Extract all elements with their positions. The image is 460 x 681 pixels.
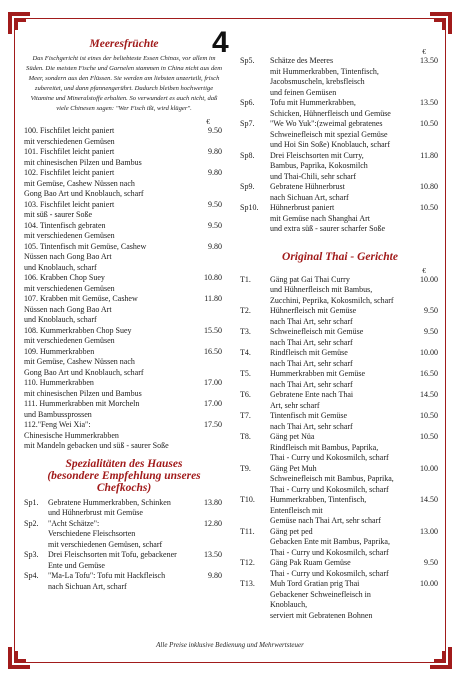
menu-item bbox=[240, 151, 440, 183]
menu-item-description: Schätze des Meeres mit Hummerkrabben, Tintenfisch, Jacobsmuscheln, krebsfleisch und feinen Gemüsen bbox=[270, 56, 379, 97]
menu-item bbox=[24, 347, 224, 379]
menu-item-price: 10.50 bbox=[420, 411, 438, 420]
menu-item-price: 9.80 bbox=[208, 168, 222, 177]
menu-item-description: Rindfleisch mit Gemüse nach Thai Art, sehr scharf bbox=[270, 348, 353, 368]
menu-item-description: Gebratene Hummerkrabben, Schinken und Hühnerbrust mit Gemüse bbox=[48, 497, 171, 517]
seafood-list bbox=[24, 126, 224, 452]
menu-item-description: 102. Fischfilet leicht paniert mit Gemüse, Cashew Nüssen nach Gong Bao Art und Knoblauch, scharf bbox=[24, 168, 144, 198]
menu-item-price: 13.50 bbox=[420, 98, 438, 107]
menu-item-number: T11. bbox=[240, 526, 255, 536]
menu-item-description: "Ma-La Tofu": Tofu mit Hackfleisch nach Sichuan Art, scharf bbox=[48, 571, 166, 591]
menu-item-price: 9.50 bbox=[208, 220, 222, 230]
menu-item-description: 110. Hummerkrabben mit chinesischen Pilzen und Bambus bbox=[24, 378, 142, 398]
menu-item bbox=[24, 200, 224, 221]
currency-header: € bbox=[422, 47, 426, 56]
menu-item-description: 107. Krabben mit Gemüse, Cashew Nüssen nach Gong Bao Art und Knoblauch, scharf bbox=[24, 294, 138, 324]
menu-item bbox=[24, 221, 224, 242]
menu-item-description: Tofu mit Hummerkrabben, Schicken, Hühnerfleisch und Gemüse bbox=[270, 98, 391, 118]
currency-header: € bbox=[206, 117, 210, 126]
menu-item-number: T5. bbox=[240, 369, 251, 378]
menu-item-description: "Acht Schätze": Verschiedene Fleischsorten mit verschiedenen Gemüsen, scharf bbox=[48, 518, 163, 549]
menu-item-description: 109. Hummerkrabben mit Gemüse, Cashew Nüssen nach Gong Bao Art und Knoblauch, scharf bbox=[24, 346, 144, 377]
menu-item-description: 104. Tintenfisch gebraten mit verschiedenen Gemüsen bbox=[24, 220, 115, 240]
menu-item bbox=[240, 579, 440, 621]
menu-item-description: 108. Kummerkrabben Chop Suey mit verschiedenen Gemüsen bbox=[24, 325, 132, 345]
menu-item-price: 16.50 bbox=[420, 369, 438, 378]
menu-item-price: 11.80 bbox=[420, 150, 438, 160]
menu-item-number: Sp5. bbox=[240, 56, 255, 65]
menu-item-description: Hummerkrabben mit Gemüse nach Thai Art, sehr scharf bbox=[270, 369, 366, 389]
menu-item-description: 101. Fischfilet leicht paniert mit chinesischen Pilzen und Bambus bbox=[24, 147, 142, 167]
menu-item-description: Drei Fleischsorten mit Tofu, gebackener Ente und Gemüse bbox=[48, 550, 177, 570]
menu-item bbox=[24, 519, 224, 551]
menu-item bbox=[24, 326, 224, 347]
menu-item bbox=[240, 390, 440, 411]
menu-item bbox=[240, 182, 440, 203]
menu-item bbox=[24, 242, 224, 274]
menu-item-description: Tintenfisch mit Gemüse nach Thai Art, sehr scharf bbox=[270, 411, 353, 431]
menu-item bbox=[240, 369, 440, 390]
menu-item bbox=[24, 498, 224, 519]
menu-item-number: Sp6. bbox=[240, 98, 255, 107]
specialties-list-continued bbox=[240, 56, 440, 235]
menu-item-price: 10.00 bbox=[420, 579, 438, 588]
menu-item-number: Sp4. bbox=[24, 571, 39, 580]
menu-item-price: 12.80 bbox=[204, 518, 222, 528]
menu-item-number: T1. bbox=[240, 274, 251, 284]
menu-item-price: 10.50 bbox=[420, 432, 438, 441]
menu-item-price: 14.50 bbox=[420, 495, 438, 504]
menu-item-price: 10.00 bbox=[420, 348, 438, 357]
section-title-spezialitaeten: Spezialitäten des Hauses bbox=[65, 457, 183, 470]
menu-item bbox=[240, 432, 440, 464]
menu-item-price: 17.50 bbox=[204, 420, 222, 429]
menu-item-price: 13.80 bbox=[204, 497, 222, 507]
menu-item bbox=[24, 294, 224, 326]
section-title-thai: Original Thai - Gerichte bbox=[282, 250, 398, 263]
menu-item-number: T13. bbox=[240, 579, 255, 588]
currency-header: € bbox=[422, 265, 426, 275]
menu-item-description: 106. Krabben Chop Suey mit verschiedenen Gemüsen bbox=[24, 273, 115, 293]
menu-item-price: 13.50 bbox=[420, 56, 438, 65]
menu-item-number: Sp8. bbox=[240, 150, 255, 160]
left-column bbox=[24, 38, 224, 592]
menu-item-number: T12. bbox=[240, 558, 255, 567]
section-subtitle-spezialitaeten: (besondere Empfehlung unseres Chefkochs) bbox=[47, 469, 201, 494]
menu-item-description: Muh Tord Gratian prig Thai Gebackener Schweinefleisch in Knoblauch, serviert mit Gebratenen Bohnen bbox=[270, 579, 373, 620]
menu-item bbox=[240, 495, 440, 527]
menu-item-number: Sp9. bbox=[240, 182, 255, 191]
menu-item-price: 9.80 bbox=[208, 241, 222, 251]
menu-item-description: 112."Feng Wei Xia": Chinesische Hummerkrabben mit Mandeln gebacken und süß - saurer Soße bbox=[24, 420, 169, 450]
menu-item-number: Sp3. bbox=[24, 550, 39, 559]
menu-item bbox=[240, 203, 440, 235]
specialties-list bbox=[24, 498, 224, 593]
menu-item-number: Sp7. bbox=[240, 119, 255, 128]
menu-item bbox=[240, 464, 440, 496]
menu-item-price: 17.00 bbox=[204, 399, 222, 408]
menu-item-price: 9.50 bbox=[208, 199, 222, 209]
menu-item-number: T7. bbox=[240, 411, 251, 420]
menu-item-description: 103. Fischfilet leicht paniert mit süß - saurer Soße bbox=[24, 199, 115, 219]
menu-item-number: T6. bbox=[240, 390, 251, 399]
menu-item bbox=[240, 327, 440, 348]
menu-item-description: Gebratene Ente nach Thai Art, sehr scharf bbox=[270, 390, 354, 410]
menu-item bbox=[24, 126, 224, 147]
menu-item-number: T9. bbox=[240, 463, 251, 473]
corner-ornament-icon bbox=[6, 10, 32, 36]
menu-item bbox=[240, 98, 440, 119]
menu-item-price: 10.50 bbox=[420, 203, 438, 212]
menu-item-price: 9.50 bbox=[208, 126, 222, 135]
menu-item-price: 10.80 bbox=[204, 273, 222, 282]
menu-item-price: 10.80 bbox=[420, 182, 438, 191]
menu-item-price: 13.50 bbox=[204, 550, 222, 559]
menu-item-description: "We Wo Yuk":(zweimal gebratenes Schweinefleisch mit spezial Gemüse und Hoi Sin Soße) Knoblauch, scharf bbox=[270, 119, 390, 149]
menu-item-price: 9.50 bbox=[424, 306, 438, 315]
menu-item-description: Schweinefleisch mit Gemüse nach Thai Art, sehr scharf bbox=[270, 327, 364, 347]
menu-item-number: T8. bbox=[240, 432, 251, 441]
menu-item-description: Drei Fleischsorten mit Curry, Bambus, Paprika, Kokosmilch und Thai-Chili, sehr scharf bbox=[270, 150, 368, 181]
menu-item-description: Gäng Pet Muh Schweinefleisch mit Bambus, Paprika, Thai - Curry und Kokosmilch, scharf bbox=[270, 463, 394, 494]
menu-item-description: Hühnerbrust paniert mit Gemüse nach Shanghai Art und extra süß - saurer scharfer Soße bbox=[270, 203, 386, 233]
section-intro: Das Fischgericht ist eines der beliebteste Essen Chinas, vor allem im Süden. Die meisten Fische und Garnelen stammen in China nicht aus dem Meer, sondern aus den Flüssen. Sie werden am liebsten unzerteilt, frisch zubereitet, und dann pfannengerührt. Dadurch bleiben hochwertige Vitamine und Mineralstoffe erhalten. So verwundert es auch nicht, daß viele Chinesen sagen: "Wer Fisch ißt, wird klüger". bbox=[26, 55, 222, 112]
menu-item-number: T10. bbox=[240, 495, 255, 504]
menu-item-description: Gäng pet Nüa Rindfleisch mit Bambus, Paprika, Thai - Curry und Kokosmilch, scharf bbox=[270, 432, 389, 462]
menu-item-price: 10.00 bbox=[420, 463, 438, 473]
menu-item bbox=[240, 348, 440, 369]
menu-item-description: Hummerkrabben, Tintenfisch, Entenfleisch mit Gemüse nach Thai Art, sehr scharf bbox=[270, 495, 381, 525]
menu-item bbox=[240, 119, 440, 151]
menu-item-price: 14.50 bbox=[420, 390, 438, 399]
right-column bbox=[240, 48, 440, 621]
menu-item-number: Sp10. bbox=[240, 203, 259, 212]
menu-item-number: T4. bbox=[240, 348, 251, 357]
menu-item-price: 9.50 bbox=[424, 327, 438, 336]
menu-item-description: 105. Tintenfisch mit Gemüse, Cashew Nüssen nach Gong Bao Art und Knoblauch, scharf bbox=[24, 241, 147, 272]
menu-item-number: T3. bbox=[240, 327, 251, 336]
menu-item bbox=[240, 275, 440, 307]
menu-item-description: 111. Hummerkrabben mit Morcheln und Bambussprossen bbox=[24, 399, 140, 419]
corner-ornament-icon bbox=[428, 10, 454, 36]
menu-item bbox=[24, 399, 224, 420]
menu-item-price: 13.00 bbox=[420, 526, 438, 536]
menu-item-price: 9.50 bbox=[424, 558, 438, 567]
menu-item-description: Gäng Pak Ruam Gemüse Thai - Curry und Kokosmilch, scharf bbox=[270, 558, 389, 578]
page-number: 4 bbox=[212, 26, 229, 59]
menu-item bbox=[240, 306, 440, 327]
menu-item bbox=[24, 420, 224, 452]
menu-item bbox=[240, 411, 440, 432]
menu-item-price: 9.80 bbox=[208, 571, 222, 580]
page-footer: Alle Preise inklusive Bedienung und Mehrwertsteuer bbox=[156, 641, 304, 649]
menu-item-price: 16.50 bbox=[204, 346, 222, 356]
menu-item-price: 9.80 bbox=[208, 147, 222, 156]
menu-item-description: Gäng pet ped Gebacken Ente mit Bambus, Paprika, Thai - Curry und Kokosmilch, scharf bbox=[270, 526, 390, 557]
menu-item-number: Sp2. bbox=[24, 518, 39, 528]
menu-item bbox=[24, 273, 224, 294]
menu-item-number: T2. bbox=[240, 306, 251, 315]
menu-item bbox=[240, 558, 440, 579]
menu-item-price: 17.00 bbox=[204, 378, 222, 387]
menu-item bbox=[240, 56, 440, 98]
menu-item-price: 15.50 bbox=[204, 325, 222, 335]
menu-item bbox=[240, 527, 440, 559]
section-title-meeresfruechte: Meeresfrüchte bbox=[89, 38, 159, 50]
menu-item-price: 11.80 bbox=[204, 294, 222, 303]
menu-item bbox=[24, 168, 224, 200]
menu-item-price: 10.50 bbox=[420, 119, 438, 128]
menu-item bbox=[24, 378, 224, 399]
menu-item bbox=[24, 550, 224, 571]
menu-item-number: Sp1. bbox=[24, 497, 39, 507]
menu-item bbox=[24, 571, 224, 592]
menu-item-price: 10.00 bbox=[420, 274, 438, 284]
thai-list bbox=[240, 275, 440, 622]
menu-item-description: Hühnerfleisch mit Gemüse nach Thai Art, sehr scharf bbox=[270, 306, 357, 326]
menu-item-description: 100. Fischfilet leicht paniert mit verschiedenen Gemüsen bbox=[24, 126, 115, 146]
menu-item bbox=[24, 147, 224, 168]
menu-item-description: Gebratene Hühnerbrust nach Sichuan Art, scharf bbox=[270, 182, 349, 202]
menu-item-description: Gäng pat Gai Thai Curry und Hühnerfleisch mit Bambus, Zucchini, Peprika, Kokosmilch, scharf bbox=[270, 274, 394, 305]
